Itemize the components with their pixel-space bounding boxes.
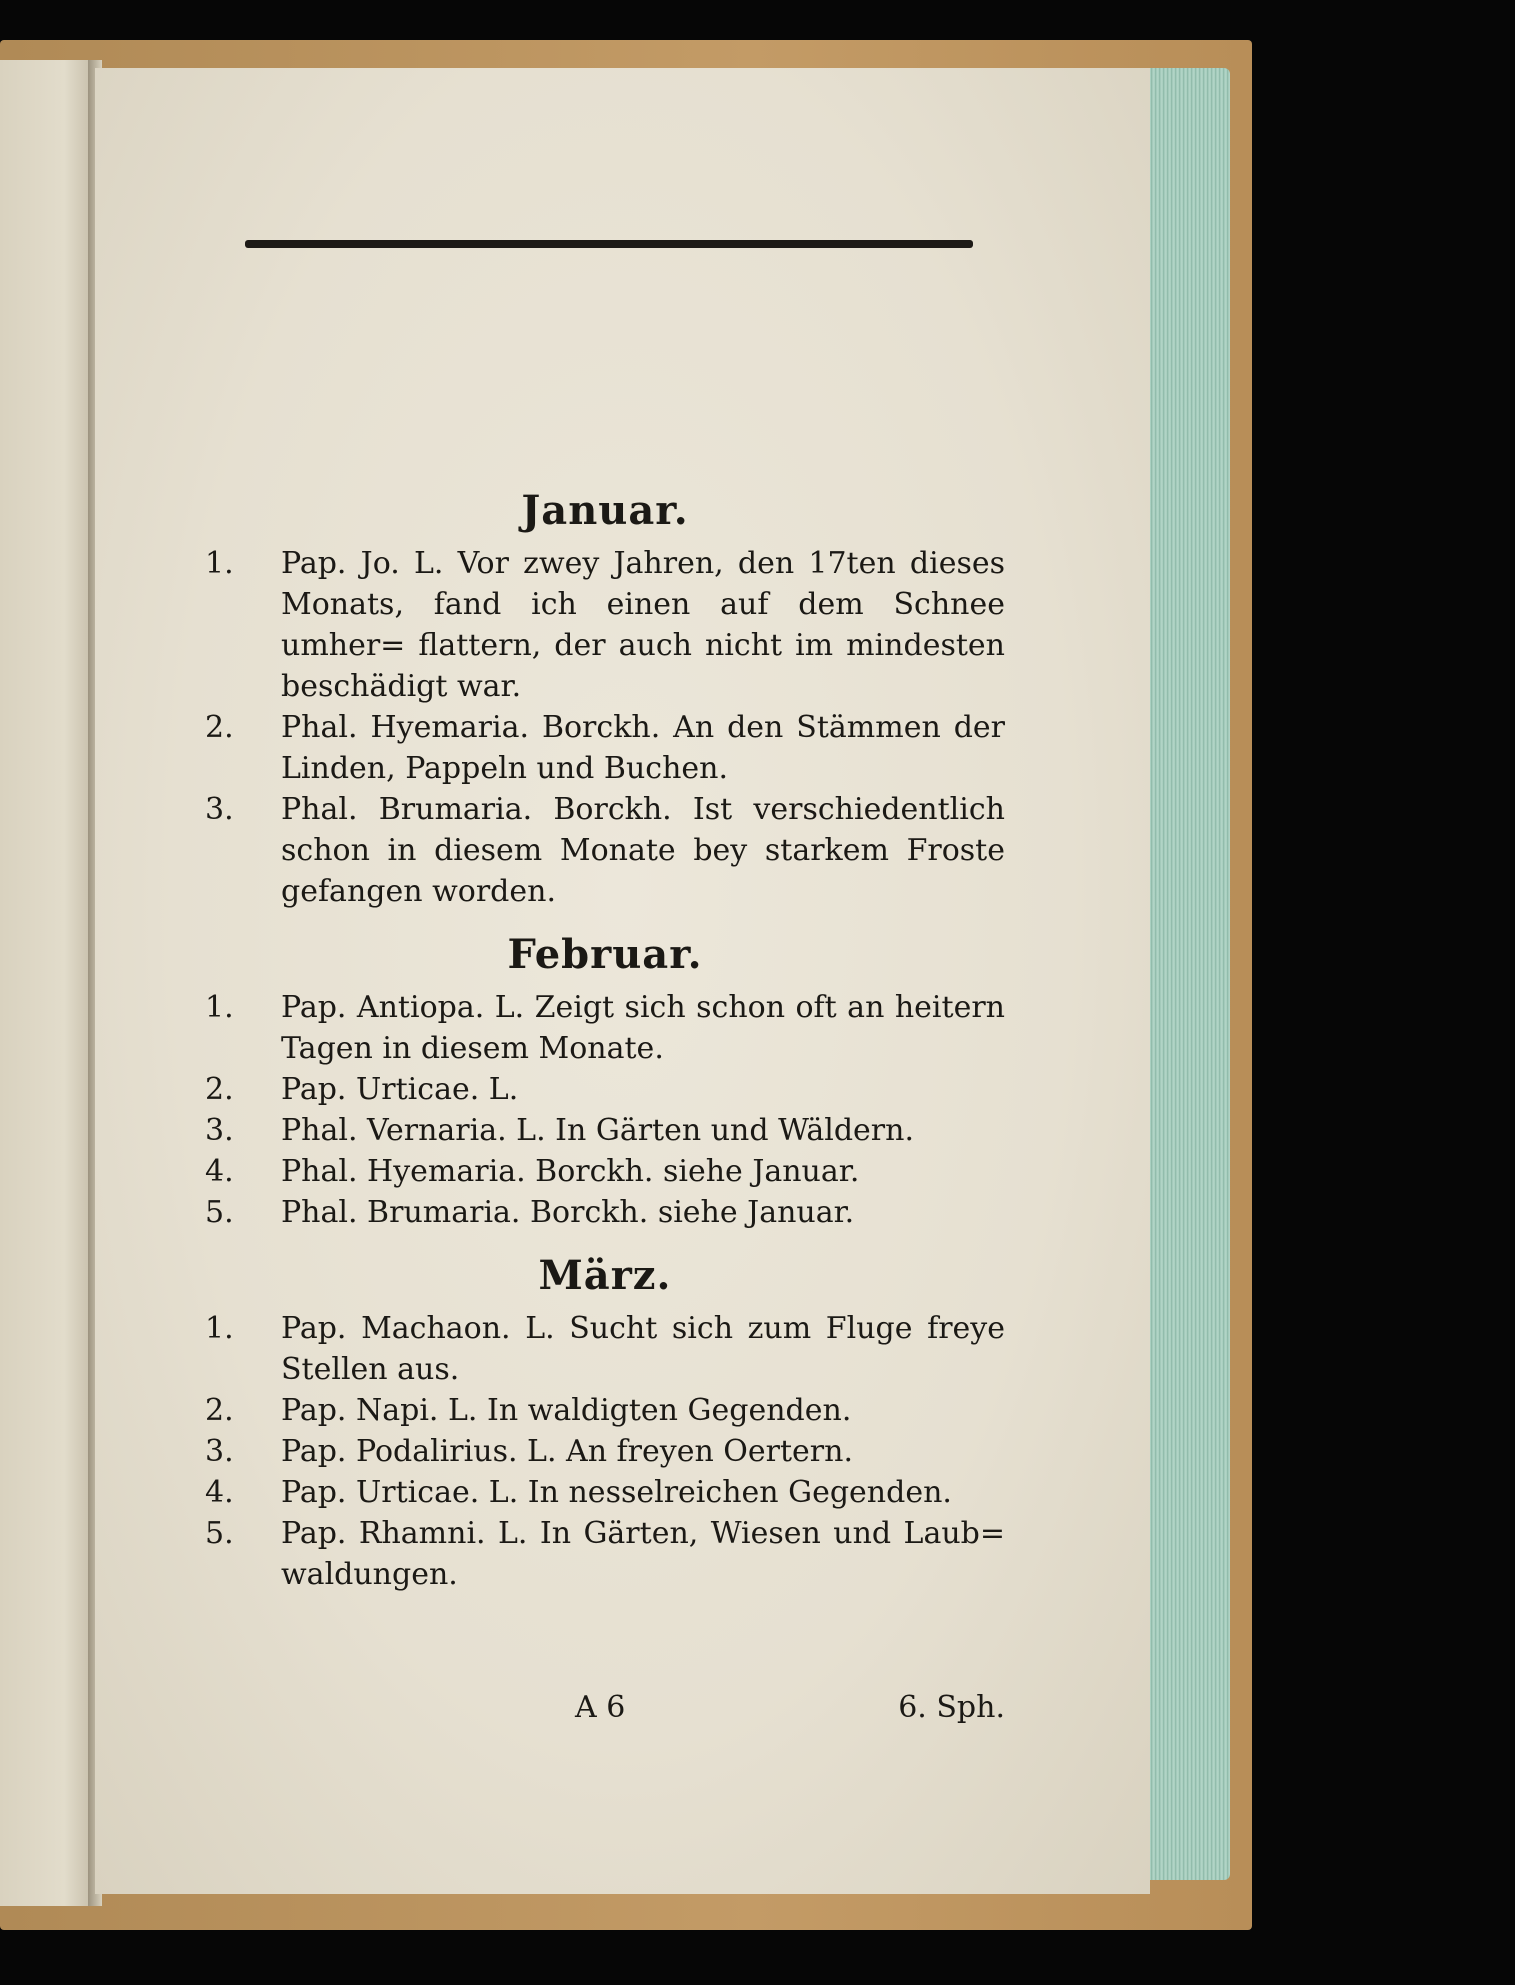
- list-item: [205, 789, 1005, 912]
- item-text: Pap. Napi. L. In waldigten Gegenden.: [281, 1393, 852, 1428]
- item-text: Phal. Vernaria. L. In Gärten und Wäldern.: [281, 1113, 914, 1148]
- item-number: 3.: [205, 1434, 234, 1469]
- item-number: 2.: [205, 1072, 234, 1107]
- catchword: 6. Sph.: [898, 1690, 1005, 1725]
- item-text: Pap. Jo. L. Vor zwey Jahren, den 17ten dieses Monats, fand ich einen auf dem Schnee umher= flattern, der auch nicht im mindesten beschädigt war.: [281, 546, 1005, 704]
- list-item: [205, 1151, 1005, 1192]
- item-text: Pap. Podalirius. L. An freyen Oertern.: [281, 1434, 854, 1469]
- item-number: 2.: [205, 1393, 234, 1428]
- list-item: [205, 543, 1005, 707]
- section-heading-januar: Januar.: [521, 487, 689, 534]
- item-number: 5.: [205, 1195, 234, 1230]
- page-edges: [1140, 68, 1230, 1880]
- list-item: [205, 1431, 1005, 1472]
- item-number: 1.: [205, 546, 234, 581]
- item-number: 4.: [205, 1154, 234, 1189]
- item-number: 2.: [205, 710, 234, 745]
- list-item: [205, 1308, 1005, 1390]
- item-text: Pap. Urticae. L.: [281, 1072, 519, 1107]
- item-number: 3.: [205, 1113, 234, 1148]
- list-item: [205, 987, 1005, 1069]
- page-text: [205, 487, 1005, 1595]
- list-item: [205, 1390, 1005, 1431]
- header-rule: [245, 240, 973, 248]
- item-text: Pap. Urticae. L. In nesselreichen Gegenden.: [281, 1475, 952, 1510]
- list-item: [205, 1513, 1005, 1595]
- item-text: Phal. Hyemaria. Borckh. An den Stämmen der Linden, Pappeln und Buchen.: [281, 710, 1005, 786]
- item-number: 3.: [205, 792, 234, 827]
- section-heading-maerz: März.: [538, 1252, 672, 1299]
- item-text: Phal. Brumaria. Borckh. Ist verschiedentlich schon in diesem Monate bey starkem Froste gefangen worden.: [281, 792, 1005, 909]
- item-text: Pap. Antiopa. L. Zeigt sich schon oft an heitern Tagen in diesem Monate.: [281, 990, 1005, 1066]
- list-item: [205, 1472, 1005, 1513]
- item-text: Phal. Brumaria. Borckh. siehe Januar.: [281, 1195, 855, 1230]
- left-page-edge: [0, 60, 92, 1906]
- list-item: [205, 1110, 1005, 1151]
- item-text: Pap. Machaon. L. Sucht sich zum Fluge freye Stellen aus.: [281, 1311, 1005, 1387]
- list-item: [205, 707, 1005, 789]
- list-item: [205, 1192, 1005, 1233]
- item-text: Pap. Rhamni. L. In Gärten, Wiesen und Laub= waldungen.: [281, 1516, 1005, 1592]
- item-number: 4.: [205, 1475, 234, 1510]
- section-heading-februar: Februar.: [507, 931, 703, 978]
- item-text: Phal. Hyemaria. Borckh. siehe Januar.: [281, 1154, 860, 1189]
- page-footer: [205, 1690, 1005, 1730]
- item-number: 1.: [205, 1311, 234, 1346]
- item-number: 5.: [205, 1516, 234, 1551]
- signature-mark: A 6: [575, 1690, 626, 1725]
- item-number: 1.: [205, 990, 234, 1025]
- list-item: [205, 1069, 1005, 1110]
